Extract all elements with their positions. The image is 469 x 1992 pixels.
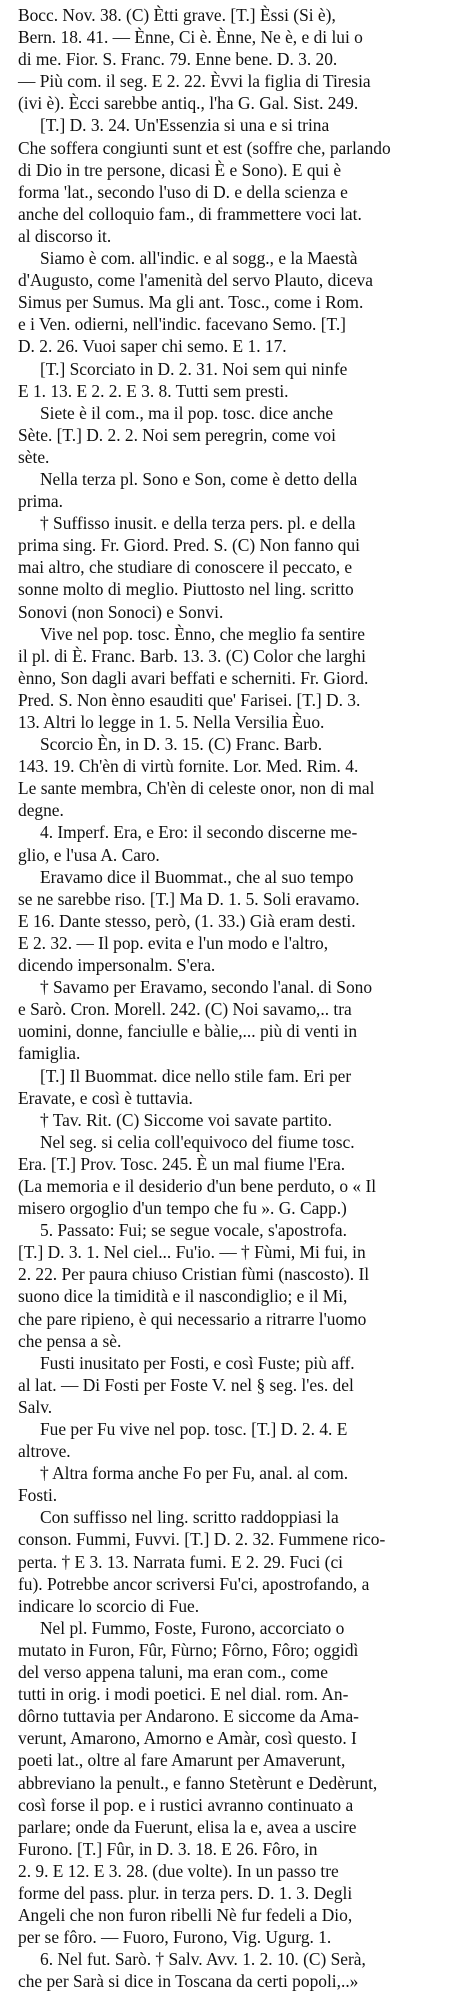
text-line: d'Augusto, come l'amenità del servo Plauto, diceva xyxy=(18,270,373,291)
text-line: perta. † E 3. 13. Narrata fumi. E 2. 29. Fuci (ci xyxy=(18,1551,344,1572)
text-line: dôrno tuttavia per Andarono. E siccome da Ama- xyxy=(18,1706,359,1727)
text-line: 5. Passato: Fui; se segue vocale, s'apostrofa. xyxy=(40,1220,347,1241)
text-line: poeti lat., oltre al fare Amarunt per Amaverunt, xyxy=(18,1750,346,1771)
text-line: Bern. 18. 41. — Ènne, Ci è. Ènne, Ne è, e di lui o xyxy=(18,27,363,48)
text-line: Fue per Fu vive nel pop. tosc. [T.] D. 2. 4. E xyxy=(40,1419,348,1439)
text-line: abbreviano la penult., e fanno Stetèrunt e Dedèrunt, xyxy=(18,1772,378,1793)
text-line: Vive nel pop. tosc. Ènno, che meglio fa sentire xyxy=(40,623,365,644)
text-line: tutti in orig. i modi poetici. E nel dial. rom. An- xyxy=(18,1684,349,1705)
text-line: il pl. di È. Franc. Barb. 13. 3. (C) Color che larghi xyxy=(18,645,366,666)
text-line: Siamo è com. all'indic. e al sogg., e la Maestà xyxy=(40,248,358,269)
text-line: Furono. [T.] Fûr, in D. 3. 18. E 26. Fôro, in xyxy=(18,1838,318,1859)
text-line: che pensa a sè. xyxy=(18,1330,122,1351)
text-line: Siete è il com., ma il pop. tosc. dice anche xyxy=(40,402,334,423)
text-line: Fosti. xyxy=(18,1485,58,1506)
text-line: 4. Imperf. Era, e Ero: il secondo discerne me- xyxy=(40,822,358,843)
text-line: per se fôro. — Fuoro, Furono, Vig. Ugurg. 1. xyxy=(18,1927,332,1948)
text-line: 6. Nel fut. Sarò. † Salv. Avv. 1. 2. 10. (C) Serà, xyxy=(40,1949,366,1970)
text-line: † Altra forma anche Fo per Fu, anal. al com. xyxy=(40,1463,349,1484)
text-line: prima. xyxy=(18,491,63,512)
text-line: Eravamo dice il Buommat., che al suo tempo xyxy=(40,866,354,887)
text-line: forma 'lat., secondo l'uso di D. e della scienza e xyxy=(18,181,348,202)
text-line: che per Sarà si dice in Toscana da certi popoli,..» xyxy=(18,1971,359,1992)
text-line: al discorso it. xyxy=(18,225,112,246)
text-line: [T.] D. 3. 1. Nel ciel... Fu'io. — † Fùmi, Mi fui, in xyxy=(18,1242,366,1263)
text-line: Nel pl. Fummo, Foste, Furono, accorciato o xyxy=(40,1617,345,1638)
text-line: [T.] Il Buommat. dice nello stile fam. Eri per xyxy=(40,1065,352,1086)
text-line: suono dice la timidità e il nascondiglio; e il Mi, xyxy=(18,1286,348,1307)
text-line: parlare; onde da Fuerunt, elisa la e, avea a uscire xyxy=(18,1816,357,1837)
text-line: Nel seg. si celia coll'equivoco del fiume tosc. xyxy=(40,1131,355,1152)
text-line: [T.] D. 3. 24. Un'Essenzia si una e si trina xyxy=(40,115,330,136)
text-line: Che soffera congiunti sunt et est (soffre che, parlando xyxy=(18,137,391,158)
text-line: indicare lo scorcio di Fue. xyxy=(18,1595,200,1616)
text-line: glio, e l'usa A. Caro. xyxy=(18,844,160,865)
text-line: e Sarò. Cron. Morell. 242. (C) Noi savamo,.. tra xyxy=(18,999,352,1020)
text-line: uomini, donne, fanciulle e bàlie,... più di venti in xyxy=(18,1021,358,1042)
text-line: famiglia. xyxy=(18,1043,81,1064)
text-line: fu). Potrebbe ancor scriversi Fu'ci, apostrofando, a xyxy=(18,1573,370,1594)
text-line: † Savamo per Eravamo, secondo l'anal. di Sono xyxy=(40,977,373,998)
text-line: se ne sarebbe riso. [T.] Ma D. 1. 5. Soli eravamo. xyxy=(18,888,360,909)
text-line: Nella terza pl. Sono e Son, come è detto della xyxy=(40,468,358,489)
text-line: 13. Altri lo legge in 1. 5. Nella Versilia Èuo. xyxy=(18,712,325,732)
text-line: e i Ven. odierni, nell'indic. facevano Semo. [T.] xyxy=(18,314,346,335)
text-line: sète. xyxy=(18,446,50,467)
text-line: verunt, Amarono, Amorno e Amàr, così questo. I xyxy=(18,1728,357,1749)
text-line: Con suffisso nel ling. scritto raddoppiasi la xyxy=(40,1507,339,1528)
text-line: degne. xyxy=(18,800,64,821)
text-line: di Dio in tre persone, dicasi È e Sono). E qui è xyxy=(18,159,342,180)
text-line: del verso appena taluni, ma eran com., come xyxy=(18,1662,329,1683)
text-line: Le sante membra, Ch'èn di celeste onor, non di mal xyxy=(18,778,375,799)
text-line: altrove. xyxy=(18,1441,71,1462)
text-line: dicendo impersonalm. S'era. xyxy=(18,955,216,976)
text-line: di me. Fior. S. Franc. 79. Enne bene. D. 3. 20. xyxy=(18,49,338,70)
text-line: sonne molto di meglio. Piuttosto nel ling. scritto xyxy=(18,579,354,600)
text-line: così forse il pop. e i rustici avranno continuato a xyxy=(18,1794,354,1815)
text-line: anche del colloquio fam., di frammettere voci lat. xyxy=(18,203,362,224)
text-line: 143. 19. Ch'èn di virtù fornite. Lor. Med. Rim. 4. xyxy=(18,756,359,777)
text-column xyxy=(18,4,455,1992)
text-line: al lat. — Di Fosti per Foste V. nel § seg. l'es. del xyxy=(18,1374,354,1395)
text-line: (La memoria e il desiderio d'un bene perduto, o « Il xyxy=(18,1175,377,1196)
text-line: [T.] Scorciato in D. 2. 31. Noi sem qui ninfe xyxy=(40,358,348,379)
text-line: mutato in Furon, Fûr, Fùrno; Fôrno, Fôro; oggidì xyxy=(18,1639,359,1660)
text-line: 2. 22. Per paura chiuso Cristian fùmi (nascosto). Il xyxy=(18,1264,370,1285)
text-line: 2. 9. E 12. E 3. 28. (due volte). In un passo tre xyxy=(18,1860,339,1881)
text-line: Era. [T.] Prov. Tosc. 245. È un mal fiume l'Era. xyxy=(18,1153,346,1174)
text-line: E 16. Dante stesso, però, (1. 33.) Già eram desti. xyxy=(18,910,356,931)
text-line: † Suffisso inusit. e della terza pers. pl. e della xyxy=(40,513,356,534)
text-line: conson. Fummi, Fuvvi. [T.] D. 2. 32. Fummene rico- xyxy=(18,1529,386,1550)
text-line: Eravate, e così è tuttavia. xyxy=(18,1087,193,1108)
text-line: Simus per Sumus. Ma gli ant. Tosc., come i Rom. xyxy=(18,292,364,313)
text-line: † Tav. Rit. (C) Siccome voi savate partito. xyxy=(40,1109,332,1130)
text-line: prima sing. Fr. Giord. Pred. S. (C) Non fanno qui xyxy=(18,535,360,556)
text-line: misero orgoglio d'un tempo che fu ». G. Capp.) xyxy=(18,1198,347,1219)
text-line: Sète. [T.] D. 2. 2. Noi sem peregrin, come voi xyxy=(18,424,336,445)
text-line: D. 2. 26. Vuoi saper chi semo. E 1. 17. xyxy=(18,336,287,357)
text-line: E 1. 13. E 2. 2. E 3. 8. Tutti sem presti. xyxy=(18,380,289,401)
text-line: Sonovi (non Sonoci) e Sonvi. xyxy=(18,601,224,622)
text-line: ènno, Son dagli avari beffati e scherniti. Fr. Giord. xyxy=(18,667,369,688)
text-line: Salv. xyxy=(18,1396,53,1417)
text-line: che pare ripieno, è qui necessario a ritrarre l'uomo xyxy=(18,1308,367,1329)
text-line: Pred. S. Non ènno esauditi que' Farisei. [T.] D. 3. xyxy=(18,689,361,710)
text-line: Angeli che non furon ribelli Nè fur fedeli a Dio, xyxy=(18,1905,353,1926)
text-line: Scorcio Èn, in D. 3. 15. (C) Franc. Barb. xyxy=(40,734,323,755)
text-line: (ivi è). Ècci sarebbe antiq., l'ha G. Gal. Sist. 249. xyxy=(18,93,359,114)
text-line: E 2. 32. — Il pop. evita e l'un modo e l'altro, xyxy=(18,932,329,953)
text-line: forme del pass. plur. in terza pers. D. 1. 3. Degli xyxy=(18,1882,353,1903)
text-line: Fusti inusitato per Fosti, e così Fuste; più aff. xyxy=(40,1352,355,1373)
text-line: Bocc. Nov. 38. (C) Ètti grave. [T.] Èssi (Si è), xyxy=(18,5,336,25)
text-line: mai altro, che studiare di conoscere il peccato, e xyxy=(18,557,353,578)
text-line: — Più com. il seg. E 2. 22. Èvvi la figlia di Tiresia xyxy=(18,71,371,92)
